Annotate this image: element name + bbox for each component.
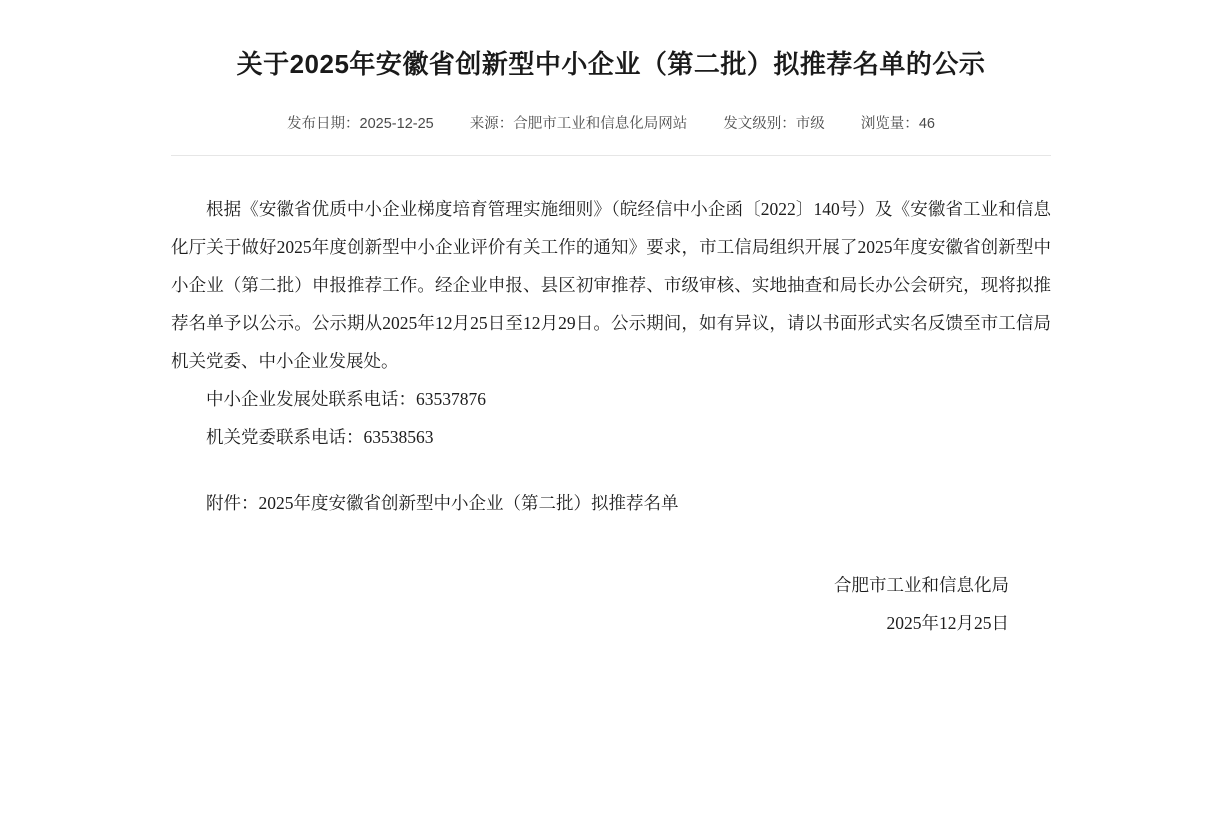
page-title: 关于2025年安徽省创新型中小企业（第二批）拟推荐名单的公示 (236, 49, 986, 79)
meta-publish-date-label: 发布日期： (287, 116, 360, 132)
meta-doc-level-value: 市级 (795, 116, 825, 132)
meta-source-label: 来源： (469, 116, 514, 132)
body-attachment: 附件：2025年度安徽省创新型中小企业（第二批）拟推荐名单 (206, 493, 679, 513)
document-meta-bar (171, 112, 1051, 156)
meta-doc-level-label: 发文级别： (723, 116, 796, 132)
body-paragraph-1: 根据《安徽省优质中小企业梯度培育管理实施细则》（皖经信中小企函〔2022〕140号）及《安徽省工业和信息化厅关于做好2025年度创新型中小企业评价有关工作的通知》要求，市工信局组织开展了2025年度安徽省创新型中小企业（第二批）申报推荐工作。经企业申报、县区初审推荐、市级审核、实地抽查和局长办公会研究，现将拟推荐名单予以公示。公示期从2025年12月25日至12月29日。公示期间，如有异议，请以书面形式实名反馈至市工信局机关党委、中小企业发展处。 (171, 199, 1051, 371)
document-content (171, 0, 1051, 642)
meta-source (470, 112, 688, 133)
body-spacer (171, 456, 1051, 484)
signature-date: 2025年12月25日 (886, 613, 1009, 633)
signature-organization: 合肥市工业和信息化局 (834, 575, 1009, 595)
meta-publish-date (287, 112, 434, 133)
meta-publish-date-value: 2025-12-25 (359, 116, 434, 132)
meta-source-value: 合肥市工业和信息化局网站 (513, 116, 688, 132)
body-contact-1: 中小企业发展处联系电话：63537876 (206, 389, 486, 409)
meta-doc-level (723, 112, 825, 133)
document-body (171, 190, 1051, 522)
document-signature (171, 566, 1051, 642)
body-contact-2: 机关党委联系电话：63538563 (206, 427, 434, 447)
meta-views-label: 浏览量： (860, 116, 919, 132)
meta-views (861, 112, 935, 133)
meta-views-value: 46 (918, 116, 935, 132)
